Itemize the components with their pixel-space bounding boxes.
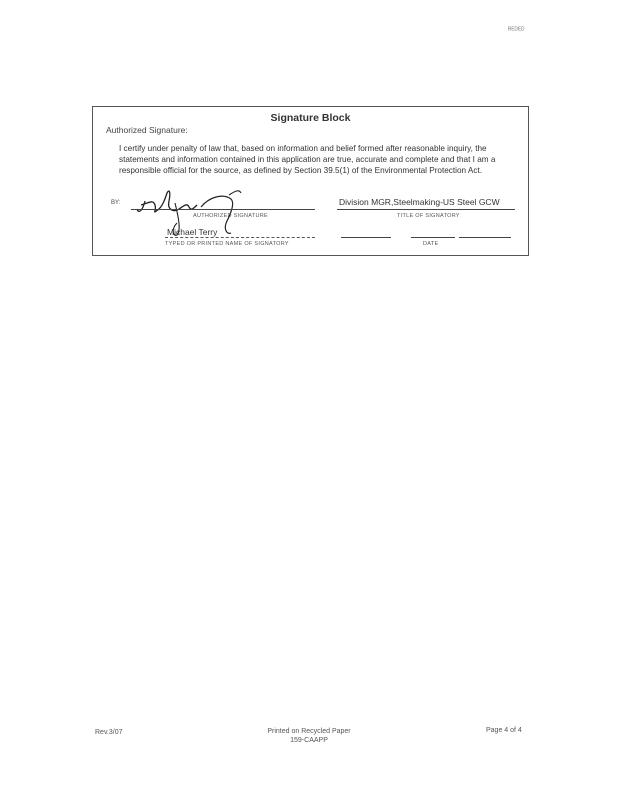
signatory-title-caption: TITLE OF SIGNATORY [397, 213, 460, 219]
signatory-title-line [337, 209, 515, 210]
date-line-year [459, 237, 511, 238]
by-label: BY: [111, 200, 121, 206]
signatory-name-value: Michael Terry [167, 227, 218, 237]
certification-statement: I certify under penalty of law that, based on information and belief formed after reasonable inquiry, the statements and information contained in this application are true, accurate and complete and that I am a responsible official for the source, as defined by Section 39.5(1) of the Environmental Protection Act. [119, 144, 496, 175]
authorized-signature-label: Authorized Signature: [106, 125, 188, 135]
footer-revision: Rev.3/07 [95, 729, 123, 736]
signatory-title-value: Division MGR,Steelmaking-US Steel GCW [339, 197, 500, 207]
footer-page-number: Page 4 of 4 [486, 727, 522, 734]
date-line-day [411, 237, 455, 238]
document-stamp: ᴿᴱᴰᴱᴰ [508, 27, 525, 34]
signature-block-title: Signature Block [270, 112, 351, 124]
footer-form-code: 159-CAAPP [290, 737, 328, 744]
footer-center [250, 727, 368, 745]
date-line-month [341, 237, 391, 238]
signature-block [92, 106, 529, 256]
date-caption: DATE [423, 241, 439, 247]
signatory-name-line [165, 237, 315, 238]
footer-printed-on: Printed on Recycled Paper [267, 728, 351, 735]
authorized-signature-caption: AUTHORIZED SIGNATURE [193, 213, 268, 219]
authorized-signature-line [131, 209, 315, 210]
signatory-name-caption: TYPED OR PRINTED NAME OF SIGNATORY [165, 241, 289, 247]
